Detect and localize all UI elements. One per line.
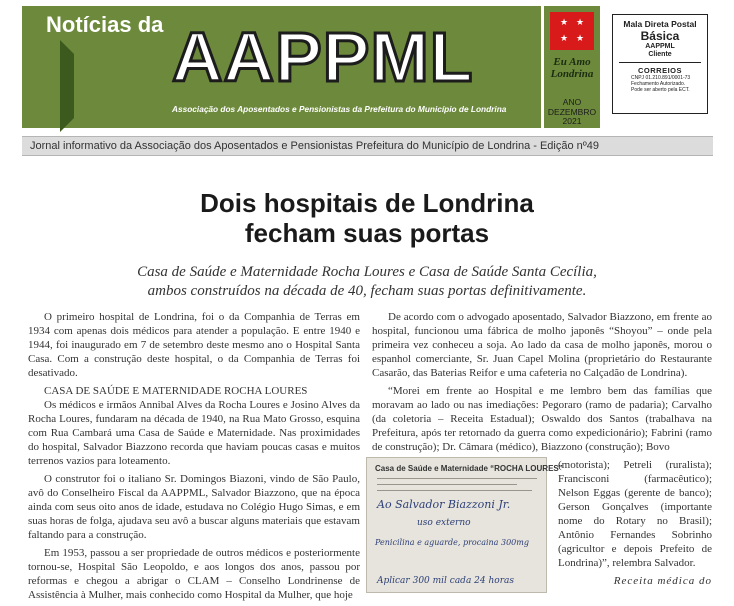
star-icon: ★ xyxy=(560,17,569,27)
paragraph: Em 1953, passou a ser propriedade de outros médicos e posteriormente tornou-se, Hospital São Leopoldo, e aos longos dos anos, passou por reformas e chegou a abrigar o CLAM – Conselho Londrinense de Assistência à Mulher, mais conhecido como Hospital da Mulher, que hoje xyxy=(28,547,360,601)
print-line xyxy=(377,484,517,485)
masthead-kicker: Notícias da xyxy=(46,12,164,37)
prescription-header: Casa de Saúde e Maternidade “ROCHA LOURES” xyxy=(375,464,563,473)
paragraph: Os médicos e irmãos Annibal Alves da Rocha Loures e Josino Alves da Rocha Loures, fundaram na década de 1940, na Rua Mato Grosso, esquina com Rua Cambará uma Casa de Saúde e Maternidade. Nas proximidades do hospital, Salvador Biazzono recorda que haviam poucas casas e muitos terrenos vazios para loteamento. xyxy=(28,399,360,467)
photo-caption: Receita médica do xyxy=(613,575,712,587)
print-line xyxy=(377,490,532,491)
postal-stamp: Mala Direta Postal Básica AAPPML Cliente CORREIOS CNPJ 01.210.891/0001-73 Fechamento Autorizado. Pode ser aberto pela ECT. xyxy=(612,14,708,114)
edition-date: ANO DEZEMBRO 2021 xyxy=(547,97,597,126)
article-column-left xyxy=(28,310,360,606)
paragraph: (motorista); Petreli (ruralista); Francisconi (farmacêutico); Nelson Eggas (gerente de banco); Gerson Gonçalves (importante nome do Rotary no Brasil); Antônio Fernandes Sobrinho (agricultor e depois Prefeito de Londrina)”, relembra Salvador. xyxy=(558,459,712,569)
stamp-divider xyxy=(619,62,701,63)
handwriting: Penicilina e aguarde, procaina 300mg xyxy=(375,538,529,547)
article-subtitle: Casa de Saúde e Maternidade Rocha Loures e Casa de Saúde Santa Cecília, ambos construídos na década de 40, fecham suas portas definitivamente. xyxy=(137,264,597,299)
print-line xyxy=(377,478,537,479)
edition-info-bar: Jornal informativo da Associação dos Aposentados e Pensionistas Prefeitura do Município de Londrina - Edição nº49 xyxy=(22,136,713,156)
londrina-flag xyxy=(550,12,594,50)
star-icon: ★ xyxy=(576,17,585,27)
star-icon: ★ xyxy=(576,33,585,43)
correios-logo: CORREIOS xyxy=(637,66,682,75)
association-name: Associação dos Aposentados e Pensionistas da Prefeitura do Município de Londrina xyxy=(172,104,507,114)
masthead xyxy=(22,6,541,128)
handwriting: Ao Salvador Biazzoni Jr. xyxy=(377,498,511,511)
motto: Eu Amo Londrina xyxy=(550,56,594,80)
section-heading: CASA DE SAÚDE E MATERNIDADE ROCHA LOURES xyxy=(44,385,308,397)
article-title: Dois hospitais de Londrina fecham suas portas xyxy=(200,188,534,248)
paragraph: O construtor foi o italiano Sr. Domingos Biazoni, vindo de São Paulo, avô do Conselheiro Fiscal da AAPPML, Salvador Biazzono, que na época ainda com seus oito anos de idade, estudava no Colégio Hugo Simas, e em suas horas de folga, ajudava seu avô a buscar alguns materiais que estavam faltando para a construção. xyxy=(28,473,360,541)
handwriting: uso externo xyxy=(417,518,471,528)
paragraph: “Morei em frente ao Hospital e me lembro bem das famílias que moravam ao lado ou nas imediações: Pegoraro (ramo de padaria); Carvalho (da coletoria – Receita Estadual); Oswaldo dos Santos (trabalhava na Prefeitura, após ter retornado da guerra como expedicionário); Fabrini (ramo de construção); Dr. Câmara (médico), Biazzono (construção); Bovo xyxy=(372,385,712,453)
paragraph: O primeiro hospital de Londrina, foi o da Companhia de Terras em 1934 com apenas dois médicos para atender a população. E entre 1940 e 1944, foi inaugurado em 7 de setembro deste mesmo ano o Hospital Santa Casa. Com a construção deste hospital, o da Companhia de Terras foi desativado. xyxy=(28,311,360,379)
masthead-logo: AAPPML xyxy=(172,18,474,96)
prescription-photo xyxy=(366,457,563,593)
flag-panel xyxy=(544,6,600,128)
handwriting: Aplicar 300 mil cada 24 horas xyxy=(377,576,514,586)
star-icon: ★ xyxy=(560,33,569,43)
chevron-inner-shape xyxy=(74,52,108,120)
paragraph: De acordo com o advogado aposentado, Salvador Biazzono, em frente ao hospital, funcionou uma fábrica de molho japonês “Shoyou” – onde pela primeira vez conheceu a soja. Ao lado da casa de molho japonês, morou o espanhol comerciante, Sr. Juan Capel Molina (proprietário do Restaurante Casarão, das Baterias Reifor e uma cafeteria no Calçadão de Londrina). xyxy=(372,311,712,379)
